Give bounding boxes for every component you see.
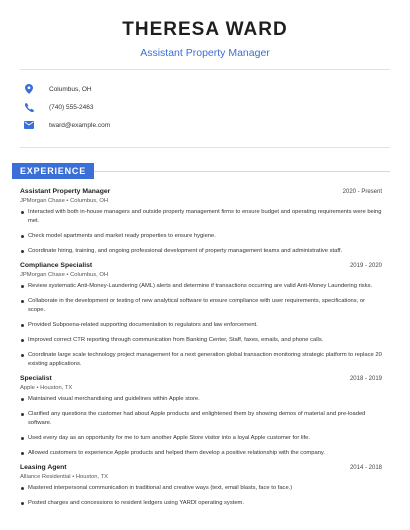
job-location: Columbus, OH — [70, 198, 109, 204]
phone-icon — [22, 100, 36, 114]
job-title: Leasing Agent — [20, 464, 67, 471]
contact-email — [20, 116, 390, 134]
job-bullets — [20, 484, 382, 508]
job-bullets — [20, 208, 382, 256]
job-bullet: Improved correct CTR reporting through communication from Banking Center, Staff, faxes, emails, and phone calls. — [20, 336, 382, 345]
job-bullet: Clarified any questions the customer had about Apple products and enlightened them by showing demos of material and pre-loaded software. — [20, 410, 382, 428]
contact-location — [20, 80, 390, 98]
job-title: Assistant Property Manager — [20, 188, 111, 195]
job-entry — [20, 262, 382, 369]
job-bullet: Maintained visual merchandising and guidelines within Apple store. — [20, 395, 382, 404]
job-company: Apple — [20, 385, 35, 391]
contact-phone — [20, 98, 390, 116]
job-meta: Apple • Houston, TX — [20, 385, 73, 391]
map-pin-icon — [22, 82, 36, 96]
job-bullet: Allowed customers to experience Apple products and helped them develop a positive relationship with the company. — [20, 449, 382, 458]
job-date: 2020 - Present — [342, 189, 382, 195]
candidate-role: Assistant Property Manager — [140, 47, 270, 59]
job-bullet: Coordinate large scale technology project management for a next generation global transaction monitoring strategic platform to replace 20 existing applications. — [20, 351, 382, 369]
job-date: 2019 - 2020 — [349, 263, 382, 269]
header-divider — [20, 69, 390, 70]
job-meta: JPMorgan Chase • Columbus, OH — [20, 272, 109, 278]
job-location: Columbus, OH — [70, 272, 109, 278]
contact-email-text: tward@example.com — [49, 121, 111, 129]
candidate-name: THERESA WARD — [122, 19, 288, 40]
job-title: Specialist — [20, 375, 52, 382]
contact-list — [20, 80, 390, 134]
job-date: 2018 - 2019 — [349, 376, 382, 382]
job-title: Compliance Specialist — [20, 262, 93, 269]
job-bullets — [20, 282, 382, 369]
job-location: Houston, TX — [75, 474, 108, 480]
envelope-icon — [22, 118, 36, 132]
job-company: Alliance Residential — [20, 474, 71, 480]
job-date: 2014 - 2018 — [349, 465, 382, 471]
job-bullet: Provided Subpoena-related supporting documentation to regulators and law enforcement. — [20, 321, 382, 330]
job-bullet: Collaborate in the development or testing of new analytical software to ensure compliance with user requirements, specifications, or scope. — [20, 297, 382, 315]
job-bullet: Interacted with both in-house managers and outside property management firms to ensure budget and operating requirements were being met. — [20, 208, 382, 226]
job-bullet: Posted charges and concessions to resident ledgers using YARDI operating system. — [20, 499, 382, 508]
job-bullet: Check model apartments and market ready properties to ensure hygiene. — [20, 232, 382, 241]
experience-heading: EXPERIENCE — [12, 163, 94, 179]
contact-phone-text: (740) 555-2463 — [49, 103, 94, 111]
job-entry — [20, 375, 382, 458]
contact-location-text: Columbus, OH — [49, 85, 92, 93]
job-bullet: Coordinate hiring, training, and ongoing professional development of property management teams and administrative staff. — [20, 247, 382, 256]
job-meta: JPMorgan Chase • Columbus, OH — [20, 198, 109, 204]
job-location: Houston, TX — [40, 385, 73, 391]
job-entry — [20, 464, 382, 508]
job-bullet: Mastered interpersonal communication in traditional and creative ways (text, email blasts, face to face.) — [20, 484, 382, 493]
job-entry — [20, 188, 382, 256]
job-bullet: Review systematic Anti-Money-Laundering (AML) alerts and determine if transactions occurring are valid Anti-Money Laundering risks. — [20, 282, 382, 291]
contact-divider — [20, 147, 390, 148]
experience-heading-rule — [94, 171, 390, 172]
job-company: JPMorgan Chase — [20, 272, 65, 278]
job-meta: Alliance Residential • Houston, TX — [20, 474, 108, 480]
resume-header — [0, 0, 410, 60]
job-company: JPMorgan Chase — [20, 198, 65, 204]
job-bullets — [20, 395, 382, 458]
job-bullet: Used every day as an opportunity for me to turn another Apple Store visitor into a loyal Apple customer for life. — [20, 434, 382, 443]
experience-list — [20, 188, 382, 514]
